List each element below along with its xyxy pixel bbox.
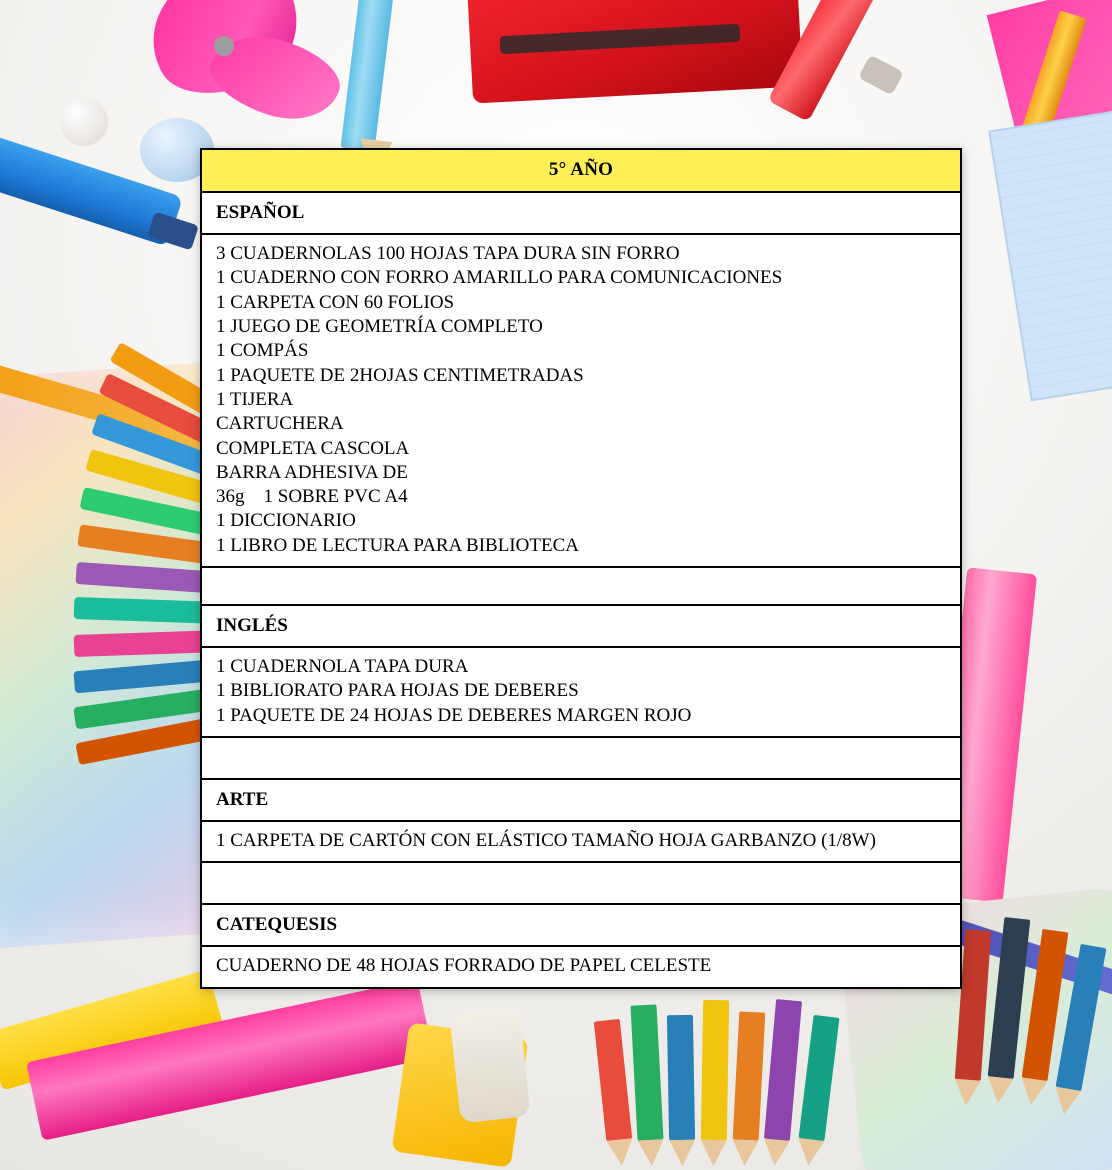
colored-pencil-yellow-icon [701, 1000, 729, 1140]
white-cap-icon [60, 98, 108, 146]
list-item: 1 CARPETA CON 60 FOLIOS [216, 291, 455, 313]
section-heading-ingles: INGLÉS [202, 606, 960, 648]
section-items-ingles [202, 648, 960, 738]
list-item: CUADERNO DE 48 HOJAS FORRADO DE PAPEL CELESTE [216, 955, 712, 977]
spacer-row [202, 863, 960, 905]
colored-pencil-red-icon [594, 1019, 632, 1141]
list-item: COMPLETA CASCOLA [216, 437, 410, 459]
list-item: 1 PAQUETE DE 2HOJAS CENTIMETRADAS [216, 364, 584, 386]
list-item: 1 COMPÁS [216, 340, 309, 362]
list-item: 3 CUADERNOLAS 100 HOJAS TAPA DURA SIN FORRO [216, 243, 680, 264]
list-item: CARTUCHERA [216, 413, 344, 435]
list-item: 1 LIBRO DE LECTURA PARA BIBLIOTECA [216, 534, 579, 556]
colored-pencil-orange-icon [733, 1011, 766, 1140]
spacer-row [202, 738, 960, 780]
red-marker-tip-icon [858, 55, 904, 96]
spacer-row [202, 568, 960, 606]
list-item: 1 BIBLIORATO PARA HOJAS DE DEBERES [216, 680, 579, 702]
list-item: 36g 1 SOBRE PVC A4 [216, 486, 408, 508]
supply-list-table [200, 148, 962, 989]
grid-notebook-icon [988, 93, 1112, 402]
section-items-arte [202, 822, 960, 863]
list-item: 1 CARPETA DE CARTÓN CON ELÁSTICO TAMAÑO HOJA GARBANZO (1/8W) [216, 830, 876, 851]
glue-stick-icon [449, 1007, 530, 1124]
list-item: BARRA ADHESIVA DE [216, 461, 408, 483]
colored-pencil-green-icon [630, 1004, 663, 1140]
list-title: 5° AÑO [202, 150, 960, 193]
list-item: 1 CUADERNO CON FORRO AMARILLO PARA COMUNICACIONES [216, 267, 783, 289]
section-items-catequesis [202, 947, 960, 986]
scissors-screw-icon [214, 36, 234, 56]
section-heading-espanol: ESPAÑOL [202, 193, 960, 235]
section-items-espanol [202, 235, 960, 568]
section-heading-arte: ARTE [202, 780, 960, 822]
colored-pencil-purple-icon [764, 999, 802, 1141]
colored-pencil-teal-icon [799, 1015, 840, 1141]
colored-pencil-blue-icon [667, 1015, 695, 1140]
list-item: 1 JUEGO DE GEOMETRÍA COMPLETO [216, 315, 543, 337]
blue-marker-tip-icon [147, 212, 199, 251]
list-item: 1 PAQUETE DE 24 HOJAS DE DEBERES MARGEN ROJO [216, 704, 692, 726]
section-heading-catequesis: CATEQUESIS [202, 905, 960, 947]
list-item: 1 TIJERA [216, 388, 294, 410]
blue-pencil-icon [341, 0, 398, 151]
list-item: 1 DICCIONARIO [216, 510, 356, 532]
list-item: 1 CUADERNOLA TAPA DURA [216, 656, 469, 678]
